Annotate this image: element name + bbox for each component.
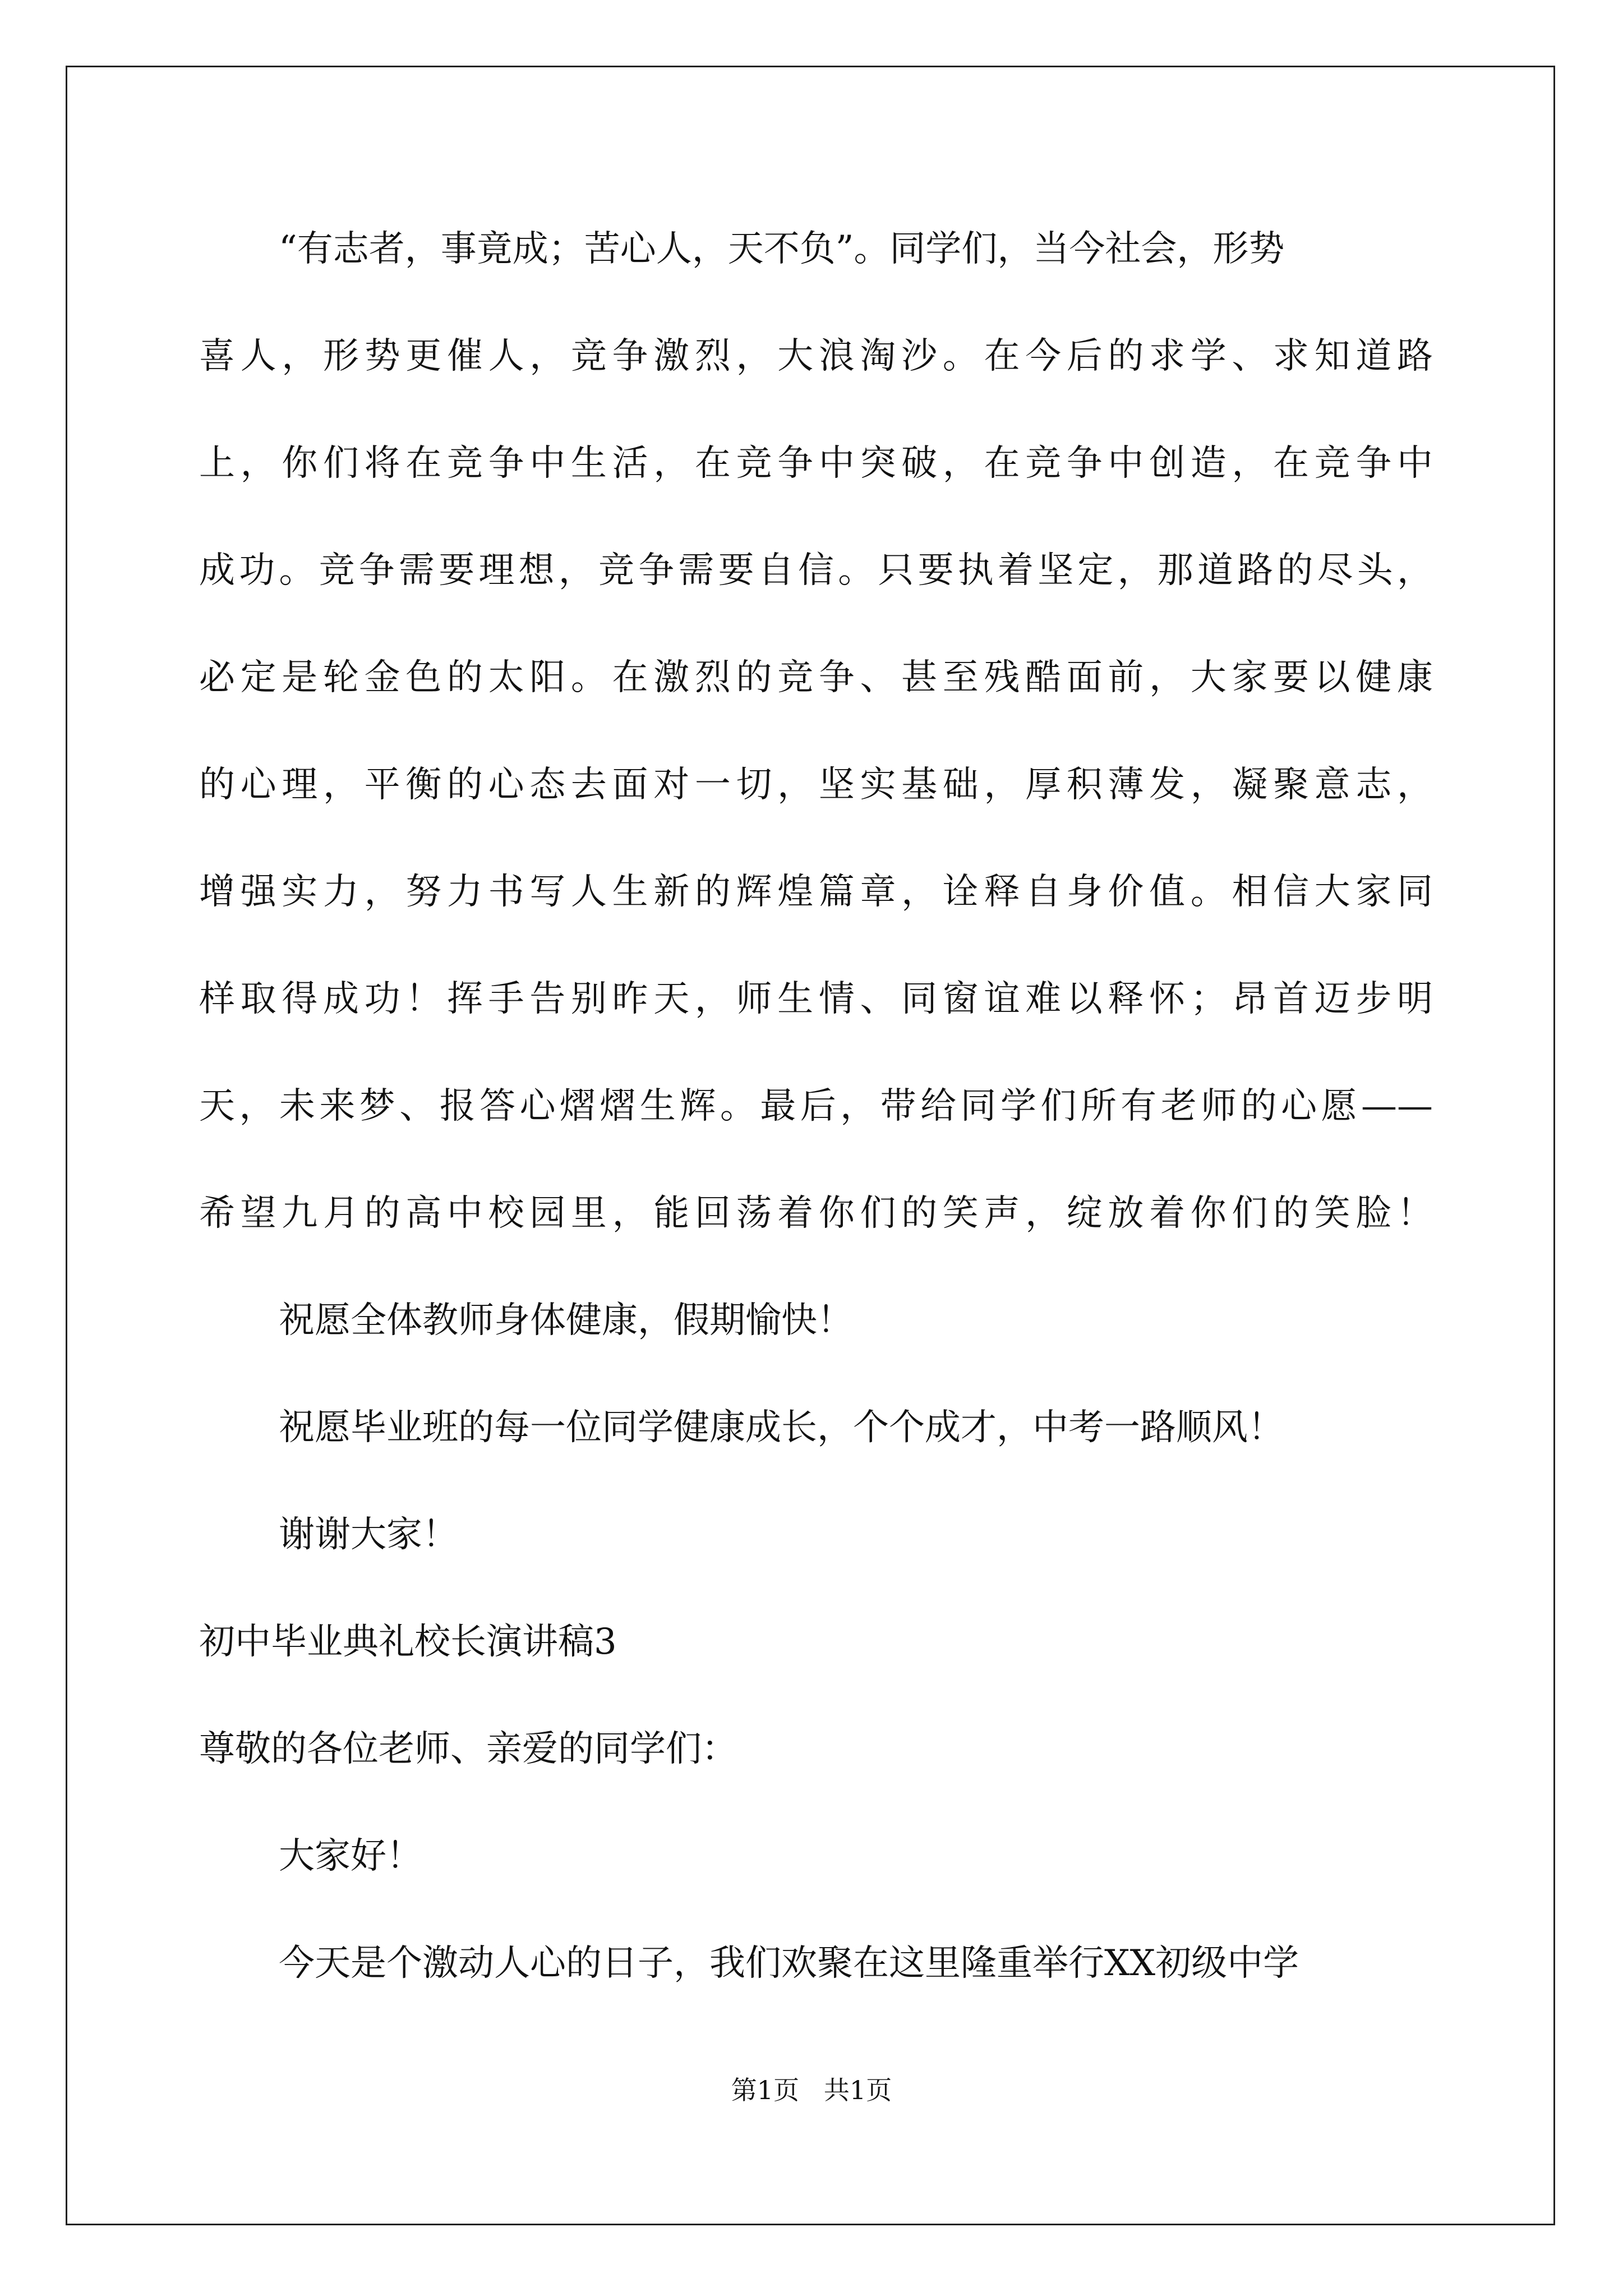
thanks-line: 谢谢大家！: [279, 1514, 458, 1556]
paragraph-line: 上，你们将在竞争中生活，在竞争中突破，在竞争中创造，在竞争中: [199, 443, 1433, 484]
paragraph-line: 成功。竞争需要理想，竞争需要自信。只要执着坚定，那道路的尽头，: [199, 550, 1433, 591]
paragraph-line: 的心理，平衡的心态去面对一切，坚实基础，厚积薄发，凝聚意志，: [199, 764, 1433, 806]
paragraph-line: “有志者，事竟成；苦心人，天不负”。同学们，当今社会，形势: [279, 228, 1285, 270]
salutation-line: 尊敬的各位老师、亲爱的同学们：: [199, 1728, 737, 1770]
wish-students-line: 祝愿毕业班的每一位同学健康成长，个个成才，中考一路顺风！: [279, 1407, 1284, 1448]
opening-line: 今天是个激动人心的日子，我们欢聚在这里隆重举行XX初级中学: [279, 1943, 1299, 1984]
paragraph-line: 必定是轮金色的太阳。在激烈的竞争、甚至残酷面前，大家要以健康: [199, 657, 1433, 698]
paragraph-line: 样取得成功！挥手告别昨天，师生情、同窗谊难以释怀；昂首迈步明: [199, 978, 1433, 1020]
section-title: 初中毕业典礼校长演讲稿3: [199, 1621, 617, 1663]
paragraph-line: 增强实力，努力书写人生新的辉煌篇章，诠释自身价值。相信大家同: [199, 871, 1433, 913]
page-footer: 第1页 共1页: [731, 2075, 892, 2105]
page-border: [66, 66, 1555, 2225]
greeting-line: 大家好！: [279, 1835, 422, 1877]
paragraph-line: 喜人，形势更催人，竞争激烈，大浪淘沙。在今后的求学、求知道路: [199, 335, 1433, 377]
wish-teachers-line: 祝愿全体教师身体健康，假期愉快！: [279, 1300, 853, 1341]
paragraph-line: 天，未来梦、报答心熠熠生辉。最后，带给同学们所有老师的心愿——: [199, 1085, 1433, 1127]
paragraph-line: 希望九月的高中校园里，能回荡着你们的笑声，绽放着你们的笑脸！: [199, 1193, 1433, 1234]
